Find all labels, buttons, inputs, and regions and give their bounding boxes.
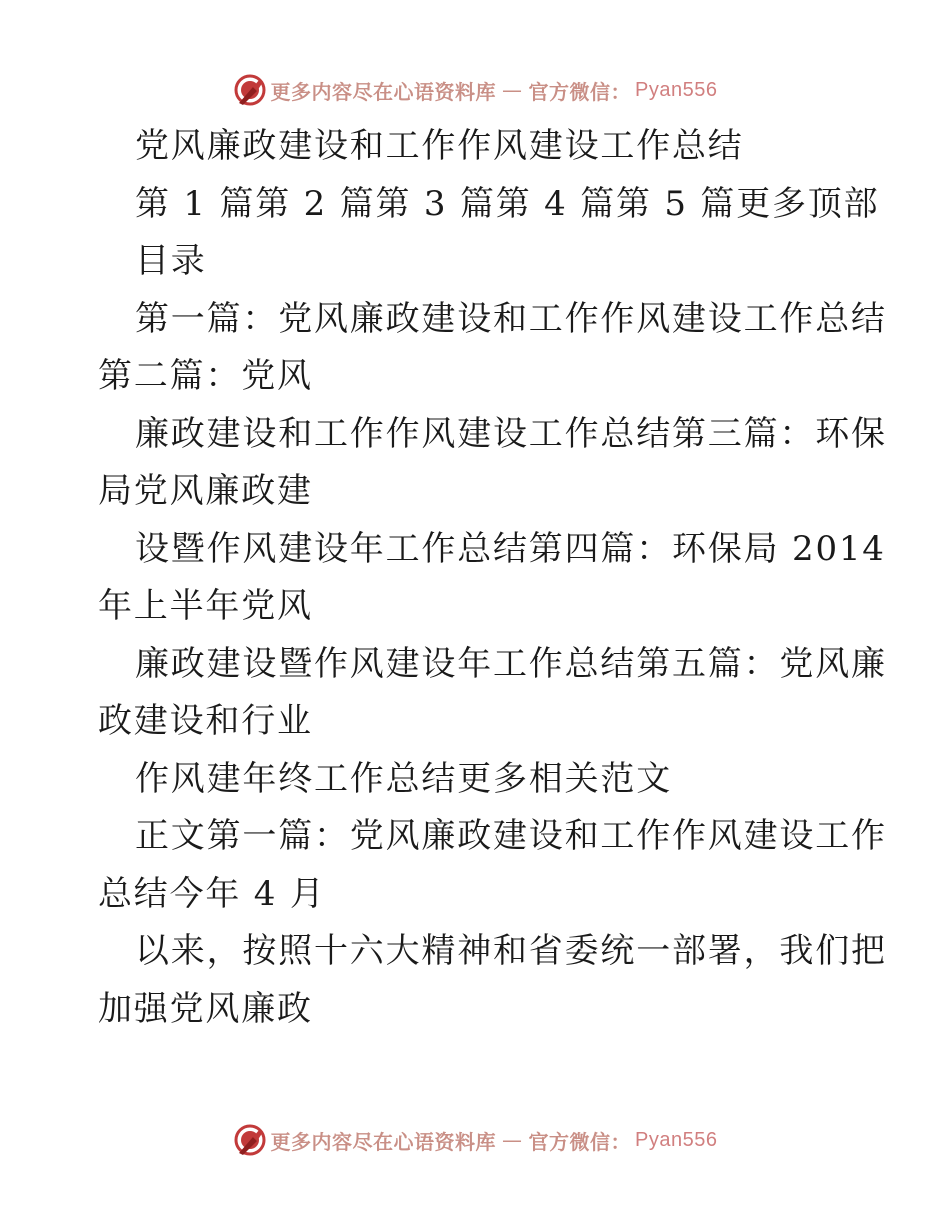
paragraph-line: 作风建年终工作总结更多相关范文 [135,758,672,799]
document-title: 党风廉政建设和工作作风建设工作总结 [135,126,744,166]
toc-heading: 目录 [135,241,207,281]
paragraph-line: 加强党风廉政 [98,988,313,1029]
paragraph-line: 设暨作风建设年工作总结第四篇：环保局 2014 [135,528,886,569]
watermark-main-text: 更多内容尽在心语资料库 [270,79,497,104]
watermark-main-text: 更多内容尽在心语资料库 [270,1129,497,1154]
watermark-wechat-label: 官方微信： [528,1129,632,1154]
paragraph-line: 总结今年 4 月 [98,873,326,914]
paragraph-line: 廉政建设和工作作风建设工作总结第三篇：环保 [135,413,887,454]
paragraph-line: 以来，按照十六大精神和省委统一部署，我们把 [135,931,887,971]
pen-logo-icon [233,1123,267,1157]
footer-watermark [0,1120,950,1160]
document-body [98,118,887,1038]
watermark-separator: — [502,1128,523,1152]
paragraph-line: 廉政建设暨作风建设年工作总结第五篇：党风廉 [135,643,887,684]
paragraph-line: 第二篇：党风 [98,356,313,396]
paragraph-line: 第一篇：党风廉政建设和工作作风建设工作总结 [135,298,887,339]
header-watermark [0,70,950,110]
paragraph-line: 局党风廉政建 [98,471,313,511]
paragraph-line: 年上半年党风 [98,586,313,626]
watermark-separator: — [502,78,523,102]
pen-logo-icon [233,73,267,107]
paragraph-line: 政建设和行业 [98,701,313,741]
watermark-wechat-id: Pyan556 [635,78,718,101]
paragraph-line: 正文第一篇：党风廉政建设和工作作风建设工作 [135,816,887,856]
watermark-wechat-label: 官方微信： [528,79,632,104]
chapter-nav-line: 第 1 篇第 2 篇第 3 篇第 4 篇第 5 篇更多顶部 [135,183,880,224]
watermark-wechat-id: Pyan556 [635,1128,718,1151]
